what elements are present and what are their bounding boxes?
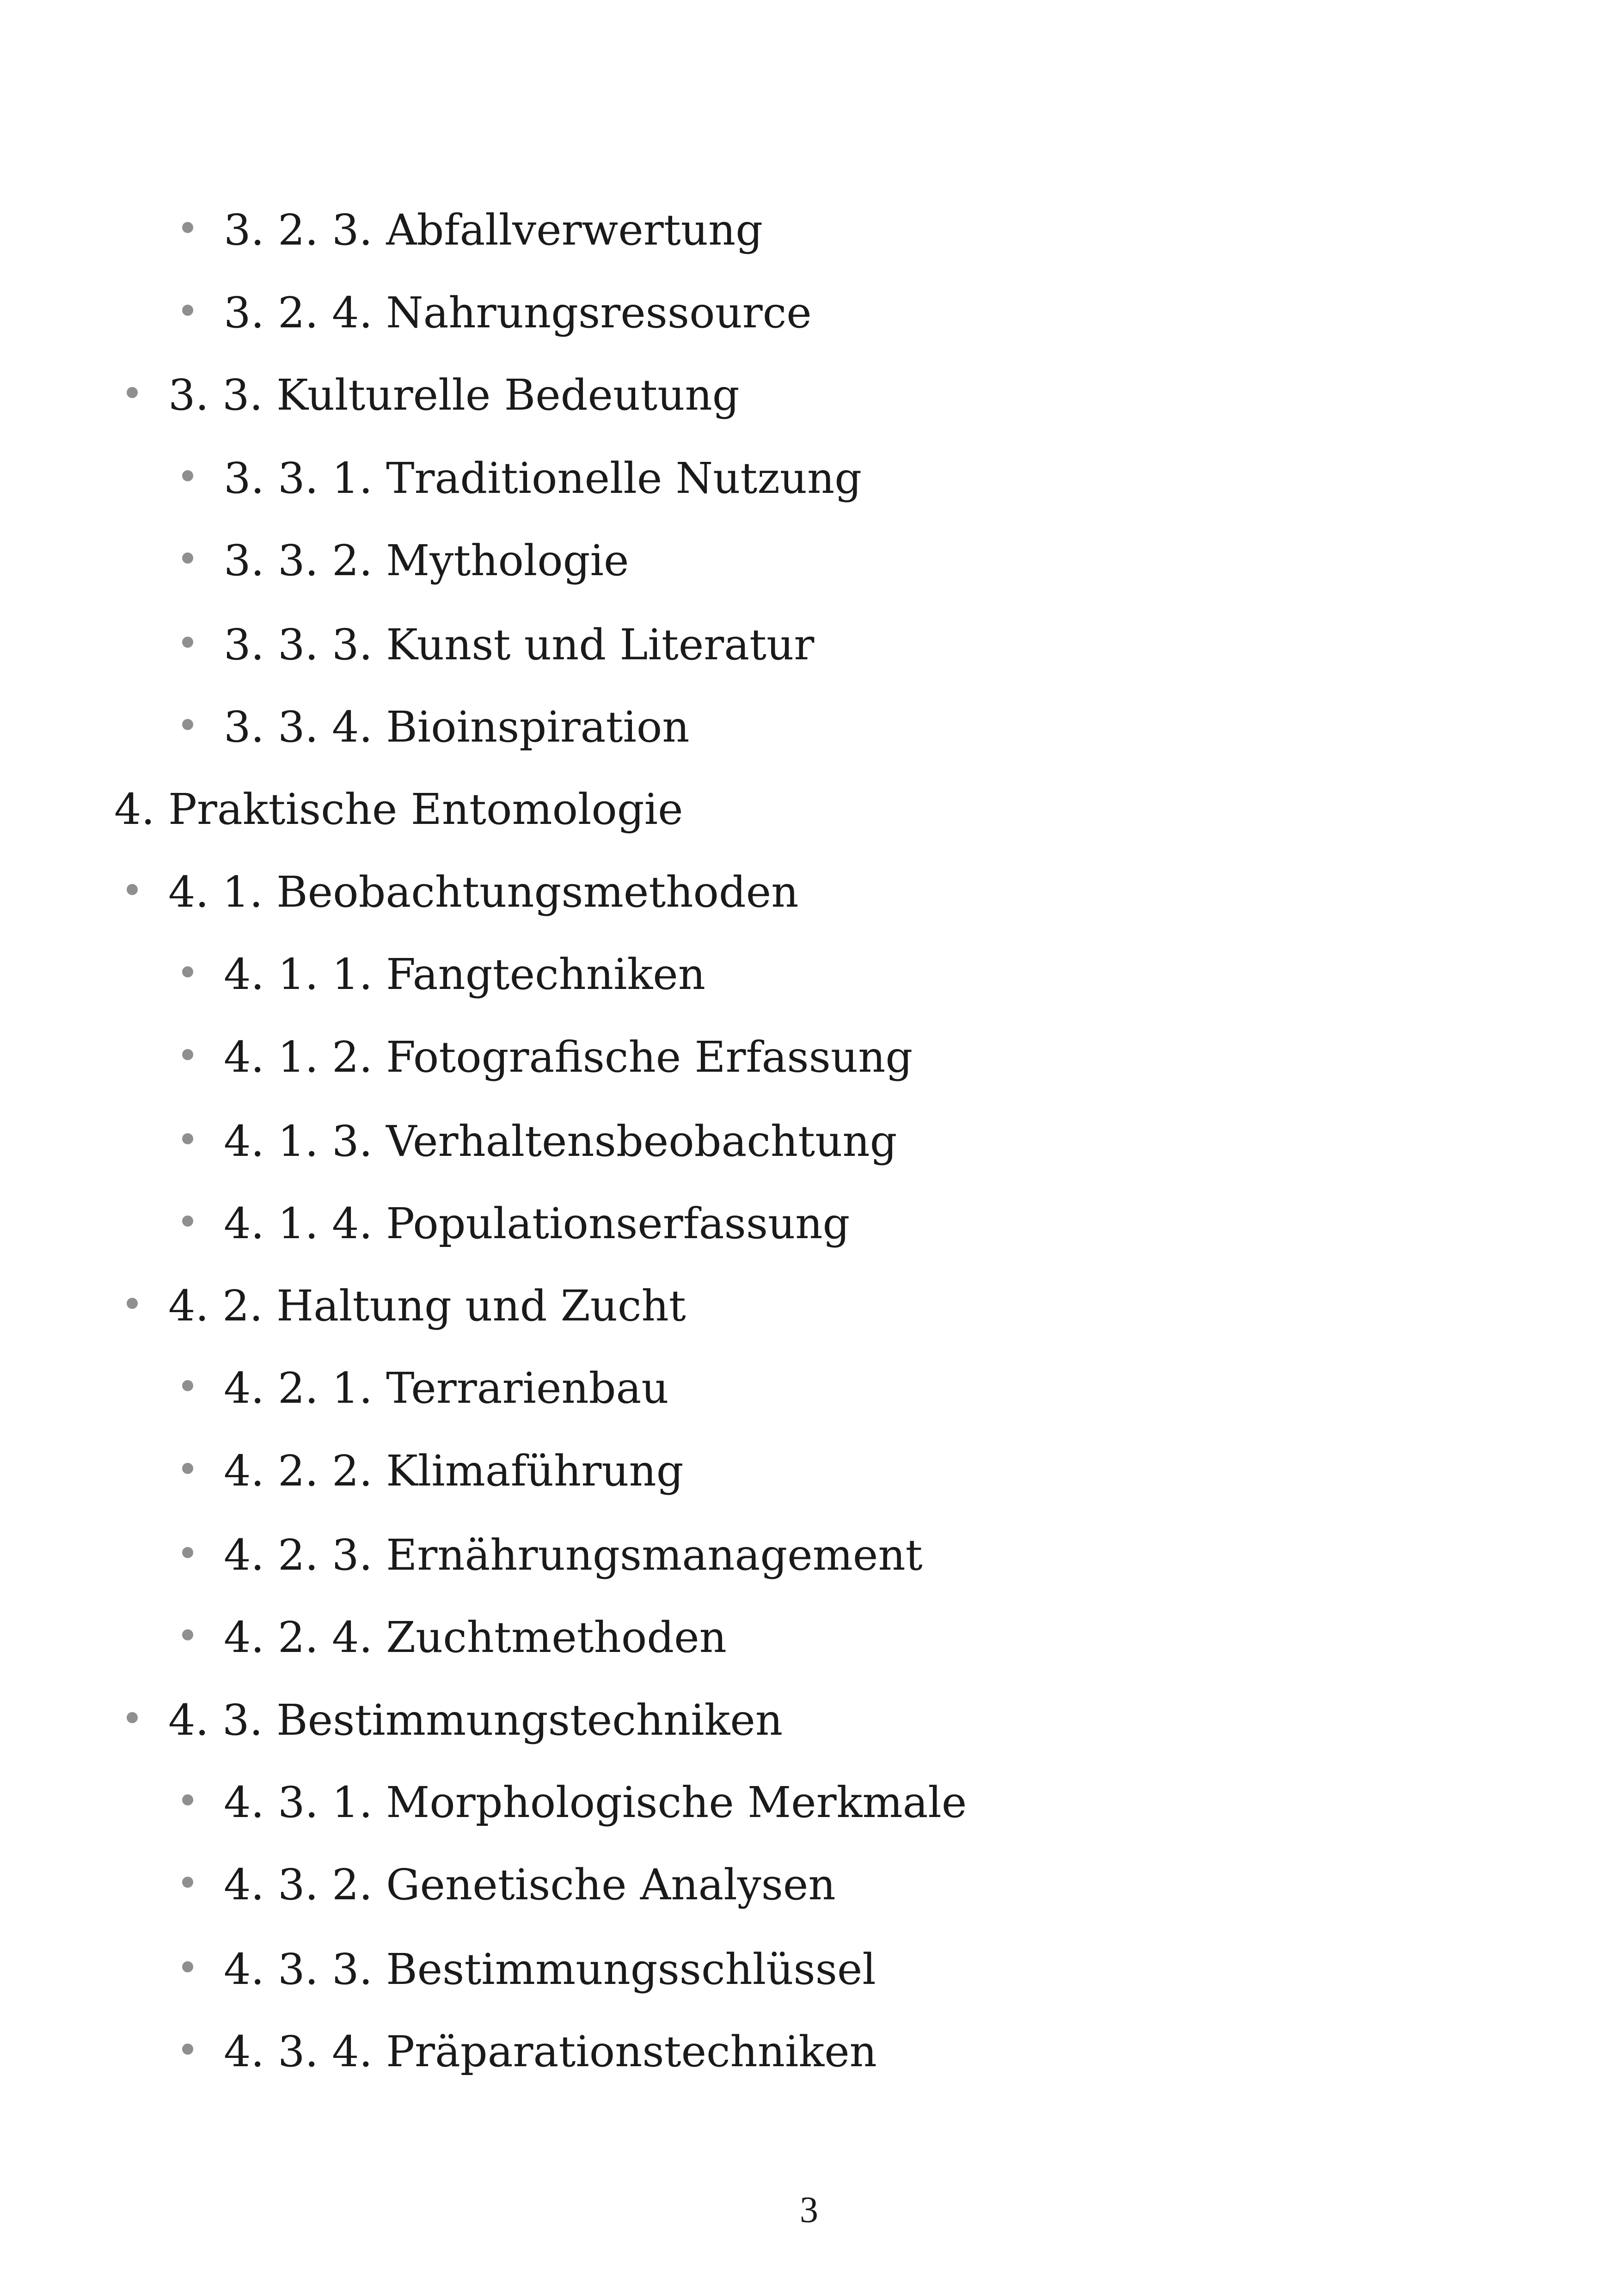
bullet-icon (127, 1298, 138, 1309)
toc-entry (168, 370, 740, 421)
bullet-icon (127, 884, 138, 895)
bullet-icon (127, 1712, 138, 1723)
bullet-icon (182, 1877, 193, 1888)
page-number: 3 (800, 2190, 818, 2230)
toc-entry-label: 4. 3. 1. Morphologische Merkmale (224, 1778, 967, 1827)
toc-entry-label: 3. 2. 4. Nahrungsressource (224, 288, 812, 338)
bullet-icon (182, 1380, 193, 1391)
toc-entry (224, 2026, 877, 2077)
toc-entry (224, 1944, 876, 1995)
toc-entry (168, 867, 798, 918)
toc-entry-label: 4. Praktische Entomologie (114, 785, 683, 834)
bullet-icon (182, 1049, 193, 1060)
toc-entry (224, 1530, 923, 1581)
toc-entry (224, 620, 814, 670)
bullet-icon (182, 305, 193, 316)
toc-entry-label: 4. 1. 3. Verhaltensbeobachtung (224, 1117, 897, 1166)
toc-entry (224, 205, 763, 256)
toc-entry-label: 4. 1. 2. Fotografische Erfassung (224, 1032, 913, 1082)
bullet-icon (182, 1216, 193, 1227)
toc-entry-label: 4. 2. Haltung und Zucht (168, 1281, 686, 1331)
toc-entry-label: 4. 3. 4. Präparationstechniken (224, 2027, 877, 2076)
bullet-icon (182, 470, 193, 481)
toc-entry (224, 1860, 836, 1910)
toc-entry-label: 3. 3. Kulturelle Bedeutung (168, 370, 740, 420)
bullet-icon (182, 1629, 193, 1640)
toc-entry (224, 1032, 913, 1083)
toc-entry (168, 1695, 783, 1746)
toc-entry-label: 4. 2. 3. Ernährungsmanagement (224, 1530, 923, 1580)
bullet-icon (182, 637, 193, 648)
bullet-icon (182, 1463, 193, 1474)
toc-entry-label: 3. 3. 3. Kunst und Literatur (224, 620, 815, 669)
toc-entry-label: 3. 3. 1. Traditionelle Nutzung (224, 454, 862, 503)
bullet-icon (127, 387, 138, 398)
bullet-icon (182, 719, 193, 730)
toc-entry (224, 702, 690, 753)
toc-entry-label: 3. 2. 3. Abfallverwertung (224, 205, 763, 255)
toc-entry-label: 4. 2. 4. Zuchtmethoden (224, 1613, 727, 1662)
toc-entry (224, 1446, 684, 1497)
toc-entry (224, 1116, 897, 1167)
bullet-icon (182, 2044, 193, 2055)
bullet-icon (182, 966, 193, 977)
toc-entry-label: 4. 1. 1. Fangtechniken (224, 950, 705, 999)
toc-entry (224, 1198, 850, 1249)
toc-entry (224, 288, 812, 338)
bullet-icon (182, 553, 193, 564)
toc-entry-label: 4. 3. Bestimmungstechniken (168, 1695, 783, 1745)
toc-chapter-heading (114, 784, 683, 835)
toc-entry (224, 949, 705, 1000)
toc-entry (224, 535, 629, 586)
toc-entry-label: 4. 3. 2. Genetische Analysen (224, 1860, 836, 1909)
bullet-icon (182, 1547, 193, 1558)
toc-entry-label: 4. 1. Beobachtungsmethoden (168, 867, 799, 917)
toc-entry-label: 4. 2. 2. Klimaführung (224, 1446, 684, 1496)
toc-entry (224, 1612, 727, 1663)
toc-entry (168, 1281, 686, 1332)
toc-entry (224, 1777, 967, 1828)
toc-entry-label: 4. 1. 4. Populationserfassung (224, 1199, 850, 1248)
bullet-icon (182, 222, 193, 233)
toc-entry-label: 3. 3. 4. Bioinspiration (224, 702, 690, 752)
bullet-icon (182, 1133, 193, 1144)
toc-entry-label: 3. 3. 2. Mythologie (224, 536, 629, 585)
toc-entry (224, 453, 862, 504)
toc-entry (224, 1363, 669, 1414)
bullet-icon (182, 1961, 193, 1972)
bullet-icon (182, 1794, 193, 1805)
toc-entry-label: 4. 2. 1. Terrarienbau (224, 1363, 669, 1413)
toc-entry-label: 4. 3. 3. Bestimmungsschlüssel (224, 1945, 876, 1994)
